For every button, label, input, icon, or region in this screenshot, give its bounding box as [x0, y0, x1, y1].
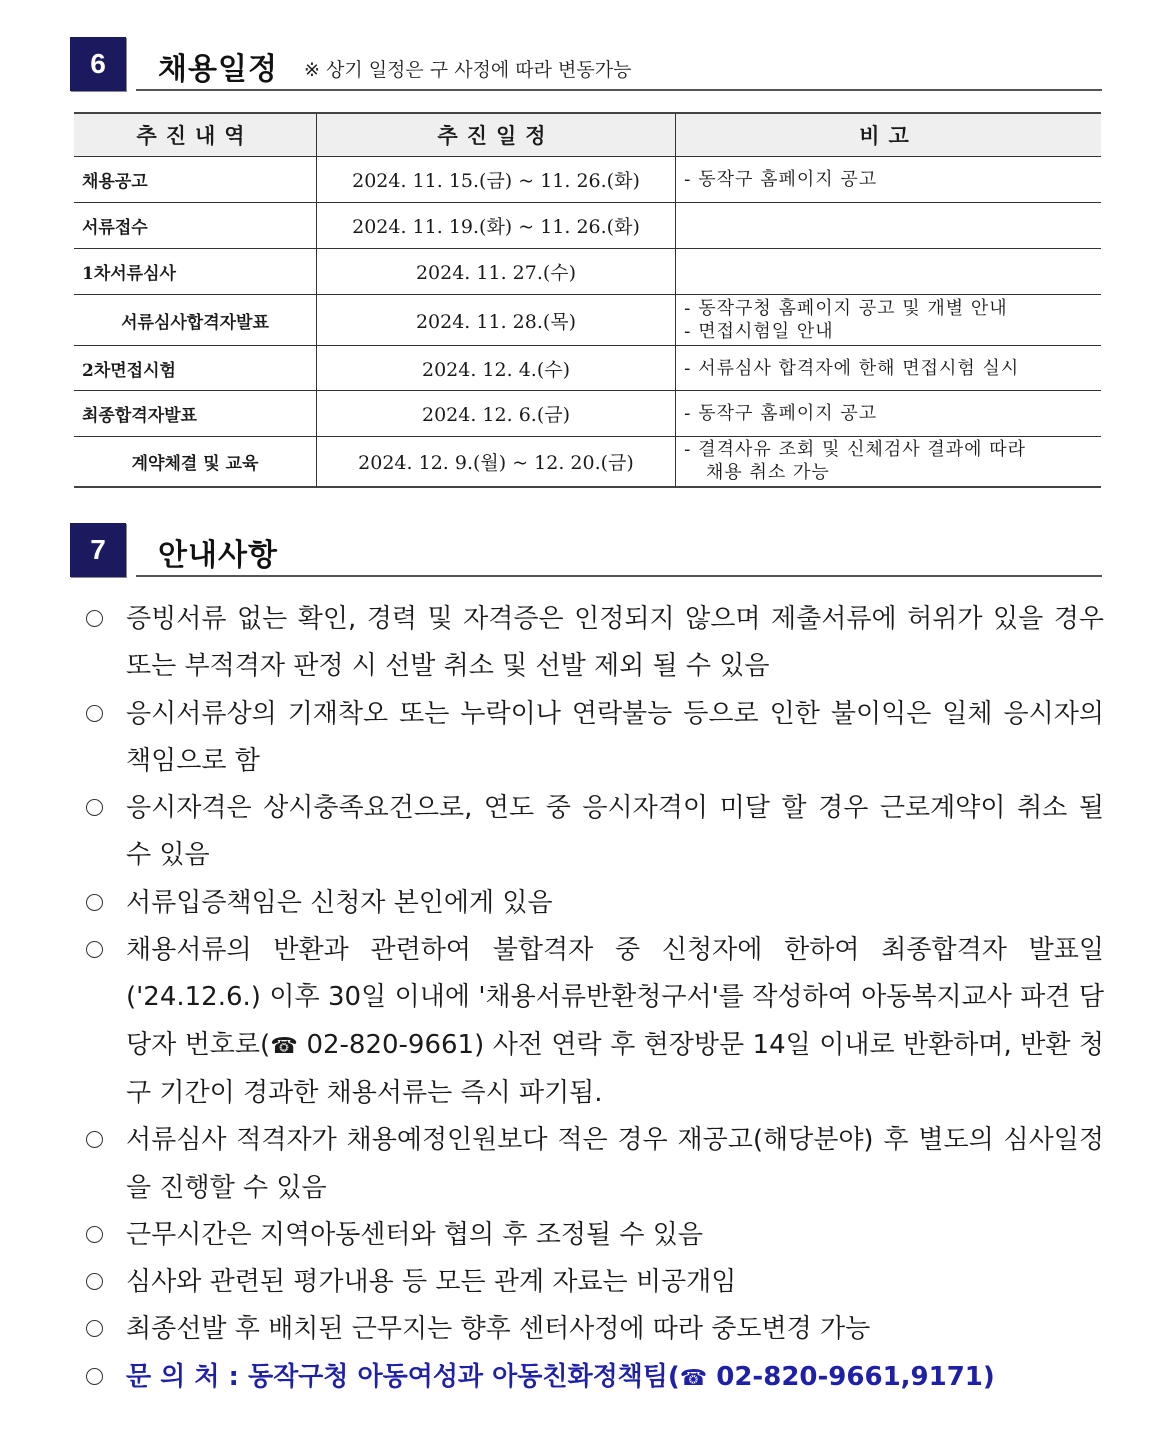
column-header: 추진일정 [317, 113, 676, 157]
schedule-date: 2024. 11. 27.(수) [317, 249, 676, 295]
schedule-table [74, 112, 1101, 488]
contact-phone: 02-820-9661,9171) [707, 1361, 995, 1392]
list-item: 서류입증책임은 신청자 본인에게 있음 [86, 880, 1104, 927]
schedule-date: 2024. 11. 28.(목) [317, 295, 676, 346]
circle-bullet-icon [86, 799, 103, 816]
schedule-item: 2차면접시험 [74, 346, 317, 391]
circle-bullet-icon [86, 894, 103, 911]
schedule-note [676, 295, 1102, 346]
contact-item [86, 1354, 1104, 1402]
list-item: 심사와 관련된 평가내용 등 모든 관계 자료는 비공개임 [86, 1259, 1104, 1306]
circle-bullet-icon [86, 1320, 103, 1337]
note-line: - 면접시험일 안내 [684, 321, 834, 342]
list-item: 채용서류의 반환과 관련하여 불합격자 중 신청자에 한하여 최종합격자 발표일('24.12.6.) 이후 30일 이내에 '채용서류반환청구서'를 작성하여 아동복지교사 파견 담당자 번호로(☎ 02-820-9661) 사전 연락 후 현장방문 14일 이내로 반환하며, 반환 청구 기간이 경과한 채용서류는 즉시 파기됨. [86, 927, 1104, 1117]
section-title: 채용일정 [158, 52, 278, 87]
schedule-item: 서류접수 [74, 203, 317, 249]
circle-bullet-icon [86, 610, 103, 627]
list-item: 응시자격은 상시충족요건으로, 연도 중 응시자격이 미달 할 경우 근로계약이 취소 될 수 있음 [86, 785, 1104, 880]
schedule-item: 채용공고 [74, 157, 317, 203]
notice-list [86, 596, 1104, 1402]
table-row [74, 295, 1101, 346]
schedule-date: 2024. 12. 6.(금) [317, 391, 676, 437]
table-row [74, 157, 1101, 203]
schedule-note [676, 157, 1102, 203]
schedule-note [676, 437, 1102, 487]
list-item: 증빙서류 없는 확인, 경력 및 자격증은 인정되지 않으며 제출서류에 허위가 있을 경우 또는 부적격자 판정 시 선발 취소 및 선발 제외 될 수 있음 [86, 596, 1104, 691]
schedule-item: 서류심사합격자발표 [74, 295, 317, 346]
note-line: - 동작구 홈페이지 공고 [684, 169, 878, 190]
circle-bullet-icon [86, 705, 103, 722]
phone-number: 02-820-9661 [297, 1029, 475, 1060]
schedule-item: 최종합격자발표 [74, 391, 317, 437]
note-line: - 동작구청 홈페이지 공고 및 개별 안내 [684, 298, 1008, 319]
note-line: 채용 취소 가능 [706, 462, 830, 484]
contact-department: 동작구청 아동여성과 아동친화정책팀( [247, 1361, 680, 1392]
note-line: - 결격사유 조회 및 신체검사 결과에 따라 [684, 439, 1027, 461]
phone-icon: ☎ [270, 1033, 298, 1059]
table-row [74, 203, 1101, 249]
section-title: 안내사항 [158, 538, 278, 573]
column-header: 비고 [676, 113, 1102, 157]
table-row [74, 249, 1101, 295]
section-divider [136, 575, 1102, 577]
schedule-note [676, 346, 1102, 391]
schedule-note [676, 391, 1102, 437]
table-row [74, 346, 1101, 391]
list-item: 응시서류상의 기재착오 또는 누락이나 연락불능 등으로 인한 불이익은 일체 응시자의 책임으로 함 [86, 691, 1104, 786]
note-line: - 동작구 홈페이지 공고 [684, 403, 878, 424]
section-number-badge: 7 [70, 523, 126, 577]
schedule-item: 1차서류심사 [74, 249, 317, 295]
list-item: 서류심사 적격자가 채용예정인원보다 적은 경우 재공고(해당분야) 후 별도의 심사일정을 진행할 수 있음 [86, 1117, 1104, 1212]
schedule-date: 2024. 11. 15.(금) ~ 11. 26.(화) [317, 157, 676, 203]
schedule-date: 2024. 11. 19.(화) ~ 11. 26.(화) [317, 203, 676, 249]
table-row [74, 391, 1101, 437]
circle-bullet-icon [86, 1226, 103, 1243]
section-note: ※ 상기 일정은 구 사정에 따라 변동가능 [304, 59, 632, 81]
schedule-note [676, 203, 1102, 249]
list-item: 최종선발 후 배치된 근무지는 향후 센터사정에 따라 중도변경 가능 [86, 1306, 1104, 1353]
section-number-badge: 6 [70, 37, 126, 91]
schedule-note [676, 249, 1102, 295]
column-header: 추진내역 [74, 113, 317, 157]
phone-icon: ☎ [679, 1365, 708, 1391]
list-item: 근무시간은 지역아동센터와 협의 후 조정될 수 있음 [86, 1212, 1104, 1259]
circle-bullet-icon [86, 1131, 103, 1148]
circle-bullet-icon [86, 1368, 103, 1385]
circle-bullet-icon [86, 1273, 103, 1290]
section-divider [136, 89, 1102, 91]
schedule-date: 2024. 12. 4.(수) [317, 346, 676, 391]
schedule-date: 2024. 12. 9.(월) ~ 12. 20.(금) [317, 437, 676, 487]
contact-label: 문 의 처 : [126, 1361, 248, 1392]
note-line: - 서류심사 합격자에 한해 면접시험 실시 [684, 357, 1020, 379]
circle-bullet-icon [86, 941, 103, 958]
table-row [74, 437, 1101, 487]
schedule-item: 계약체결 및 교육 [74, 437, 317, 487]
